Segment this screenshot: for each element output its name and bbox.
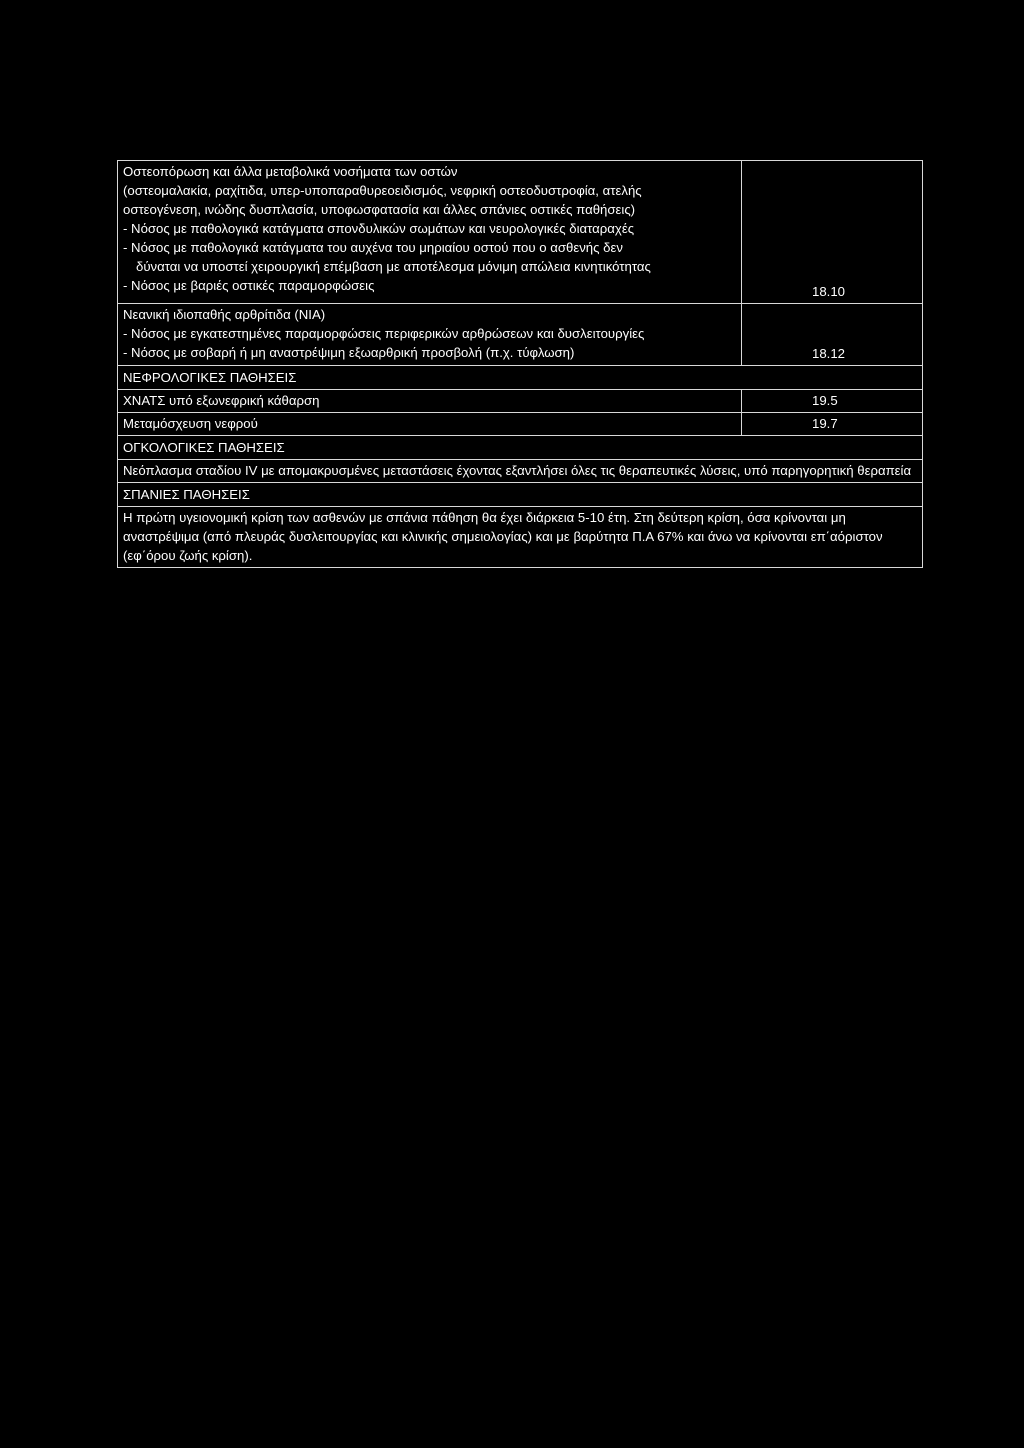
- osteoporosis-criterion: - Νόσος με παθολογικά κατάγματα σπονδυλικών σωμάτων και νευρολογικές διαταραχές: [123, 221, 635, 236]
- osteoporosis-criterion: - Νόσος με παθολογικά κατάγματα του αυχένα του μηριαίου οστού που ο ασθενής δεν: [123, 240, 623, 255]
- osteoporosis-criterion-continued: δύναται να υποστεί χειρουργική επέμβαση με αποτέλεσμα μόνιμη απώλεια κινητικότητας: [136, 259, 651, 274]
- table-row-osteoporosis: [118, 161, 923, 304]
- juvenile-arthritis-criterion: - Νόσος με σοβαρή ή μη αναστρέψιμη εξωαρθρική προσβολή (π.χ. τύφλωση): [123, 345, 575, 360]
- transplant-code: 19.7: [742, 413, 923, 436]
- osteoporosis-description: [118, 161, 742, 304]
- table-row-juvenile-arthritis: [118, 304, 923, 366]
- juvenile-arthritis-criterion: - Νόσος με εγκατεστημένες παραμορφώσεις περιφερικών αρθρώσεων και δυσλειτουργίες: [123, 326, 645, 341]
- juvenile-arthritis-code: 18.12: [742, 304, 923, 366]
- table-row-onco-heading: [118, 436, 923, 460]
- dialysis-code: 19.5: [742, 390, 923, 413]
- osteoporosis-criterion: - Νόσος με βαριές οστικές παραμορφώσεις: [123, 278, 375, 293]
- osteoporosis-detail-line: οστεογένεση, ινώδης δυσπλασία, υποφωσφατασία και άλλες σπάνιες οστικές παθήσεις): [123, 202, 636, 217]
- juvenile-arthritis-description: [118, 304, 742, 366]
- table-row-transplant: [118, 413, 923, 436]
- juvenile-arthritis-title: Νεανική ιδιοπαθής αρθρίτιδα (ΝΙΑ): [123, 307, 326, 322]
- table-row-neoplasm: [118, 460, 923, 483]
- disability-criteria-table: [117, 160, 923, 568]
- oncology-section-heading: ΟΓΚΟΛΟΓΙΚΕΣ ΠΑΘΗΣΕΙΣ: [118, 436, 923, 460]
- transplant-description: Μεταμόσχευση νεφρού: [118, 413, 742, 436]
- table-row-dialysis: [118, 390, 923, 413]
- osteoporosis-title: Οστεοπόρωση και άλλα μεταβολικά νοσήματα των οστών: [123, 164, 458, 179]
- nephrology-section-heading: ΝΕΦΡΟΛΟΓΙΚΕΣ ΠΑΘΗΣΕΙΣ: [118, 366, 923, 390]
- table-row-rare: [118, 507, 923, 568]
- dialysis-description: ΧΝΑΤΣ υπό εξωνεφρική κάθαρση: [118, 390, 742, 413]
- osteoporosis-code: 18.10: [742, 161, 923, 304]
- rare-diseases-section-heading: ΣΠΑΝΙΕΣ ΠΑΘΗΣΕΙΣ: [118, 483, 923, 507]
- neoplasm-description: Νεόπλασμα σταδίου IV με απομακρυσμένες μεταστάσεις έχοντας εξαντλήσει όλες τις θεραπευτικές λύσεις, υπό παρηγορητική θεραπεία: [118, 460, 923, 483]
- osteoporosis-detail-line: (οστεομαλακία, ραχίτιδα, υπερ-υποπαραθυρεοειδισμός, νεφρική οστεοδυστροφία, ατελής: [123, 183, 642, 198]
- table-row-nephro-heading: [118, 366, 923, 390]
- table-row-rare-heading: [118, 483, 923, 507]
- rare-diseases-description: Η πρώτη υγειονομική κρίση των ασθενών με σπάνια πάθηση θα έχει διάρκεια 5-10 έτη. Στη δεύτερη κρίση, όσα κρίνονται μη αναστρέψιμα (από πλευράς δυσλειτουργίας και κλινικής σημειολογίας) και με βαρύτητα Π.Α 67% και άνω να κρίνονται επ΄αόριστον (εφ΄όρου ζωής κρίση).: [118, 507, 923, 568]
